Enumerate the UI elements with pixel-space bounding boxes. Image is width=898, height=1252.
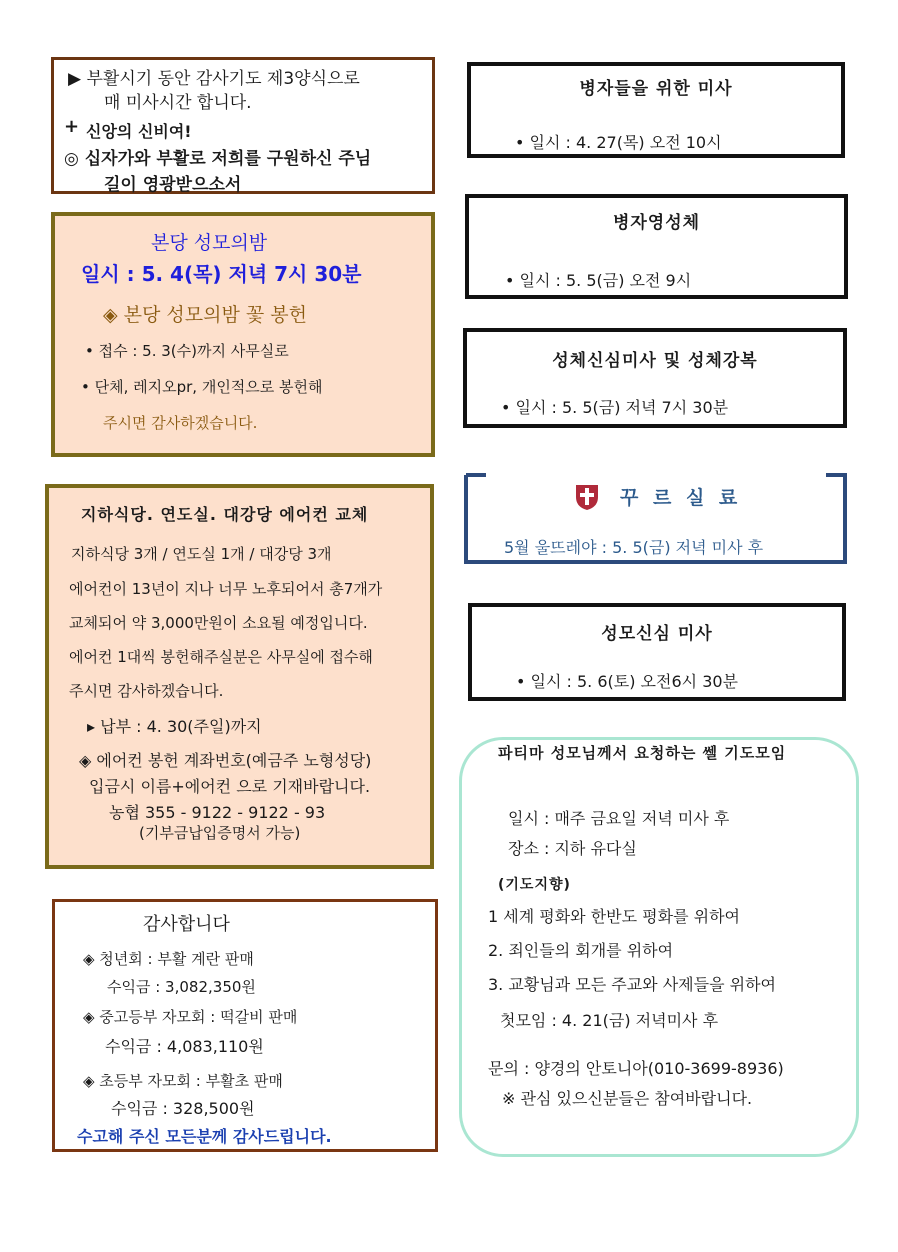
mary-night-title: 본당 성모의밤 <box>151 232 268 254</box>
thanks-box <box>52 899 438 1152</box>
corpus-mass-title: 성체신심미사 및 성체강복 <box>552 351 758 371</box>
corpus-mass-when: • 일시 : 5. 5(금) 저녁 7시 30분 <box>501 398 729 417</box>
sick-mass-box <box>467 62 845 158</box>
fatima-prayer-box <box>459 737 859 1157</box>
thanks-group-1-value: 수익금 : 3,082,350원 <box>107 978 256 996</box>
mary-night-item-1: • 접수 : 5. 3(수)까지 사무실로 <box>85 342 289 360</box>
aircon-account-2: 입금시 이름+에어컨 으로 기재바랍니다. <box>89 777 371 796</box>
sick-mass-title: 병자들을 위한 미사 <box>579 79 733 99</box>
fatima-when: 일시 : 매주 금요일 저녁 미사 후 <box>508 809 730 828</box>
aircon-p3: 교체되어 약 3,000만원이 소요될 예정입니다. <box>69 614 368 632</box>
sick-communion-box <box>465 194 848 299</box>
sick-mass-when: • 일시 : 4. 27(목) 오전 10시 <box>515 133 722 152</box>
fatima-intent-3: 3. 교황님과 모든 주교와 사제들을 위하여 <box>488 975 776 994</box>
sick-communion-when: • 일시 : 5. 5(금) 오전 9시 <box>505 271 692 290</box>
fatima-intent-2: 2. 죄인들의 회개를 위하여 <box>488 941 674 960</box>
easter-line-3b: 길이 영광받으소서 <box>104 175 242 195</box>
mary-mass-box <box>468 603 846 701</box>
cursillo-title: 꾸 르 실 료 <box>620 487 742 509</box>
easter-line-1b: 매 미사시간 합니다. <box>104 93 252 113</box>
thanks-group-2-value: 수익금 : 4,083,110원 <box>105 1037 264 1056</box>
cursillo-emblem-icon <box>574 483 600 511</box>
aircon-p4: 에어컨 1대씩 봉헌해주실분은 사무실에 접수해 <box>69 648 373 666</box>
easter-line-1: ▶ 부활시기 동안 감사기도 제3양식으로 <box>68 69 360 89</box>
aircon-receipt: (기부금납입증명서 가능) <box>139 824 301 842</box>
fatima-first-meeting: 첫모임 : 4. 21(금) 저녁미사 후 <box>500 1011 719 1030</box>
mary-night-flower: ◈ 본당 성모의밤 꽃 봉헌 <box>103 304 307 326</box>
mary-mass-when: • 일시 : 5. 6(토) 오전6시 30분 <box>516 672 739 691</box>
aircon-p5: 주시면 감사하겠습니다. <box>69 682 224 700</box>
easter-line-2: 신앙의 신비여! <box>86 122 192 141</box>
cursillo-box <box>464 473 847 564</box>
aircon-title: 지하식당. 연도실. 대강당 에어컨 교체 <box>81 505 369 524</box>
aircon-account: ◈ 에어컨 봉헌 계좌번호(예금주 노형성당) <box>79 751 372 770</box>
mary-mass-title: 성모신심 미사 <box>601 624 713 644</box>
fatima-intent-1: 1 세계 평화와 한반도 평화를 위하여 <box>488 907 740 926</box>
thanks-group-3-value: 수익금 : 328,500원 <box>111 1099 255 1118</box>
fatima-title: 파티마 성모님께서 요청하는 쎌 기도모임 <box>498 744 787 762</box>
aircon-due: ▸ 납부 : 4. 30(주일)까지 <box>87 717 262 736</box>
sick-communion-title: 병자영성체 <box>612 213 701 233</box>
aircon-bank: 농협 355 - 9122 - 9122 - 93 <box>109 803 326 822</box>
mary-night-item-2b: 주시면 감사하겠습니다. <box>103 414 258 432</box>
mary-night-datetime: 일시 : 5. 4(목) 저녁 7시 30분 <box>81 262 362 286</box>
fatima-intent-heading: (기도지향) <box>498 877 571 893</box>
fatima-contact: 문의 : 양경의 안토니아(010-3699-8936) <box>488 1059 784 1078</box>
cursillo-when: 5월 울뜨레야 : 5. 5(금) 저녁 미사 후 <box>504 538 764 557</box>
thanks-group-3: ◈ 초등부 자모회 : 부활초 판매 <box>83 1072 283 1090</box>
aircon-p1: 지하식당 3개 / 연도실 1개 / 대강당 3개 <box>71 545 332 563</box>
thanks-footer: 수고해 주신 모든분께 감사드립니다. <box>77 1127 332 1146</box>
easter-line-3: ◎ 십자가와 부활로 저희를 구원하신 주님 <box>64 149 372 169</box>
thanks-group-1: ◈ 청년회 : 부활 계란 판매 <box>83 950 254 968</box>
easter-prayer-box <box>51 57 435 194</box>
fatima-where: 장소 : 지하 유다실 <box>508 839 637 858</box>
aircon-box <box>45 484 434 869</box>
mary-night-box <box>51 212 435 457</box>
thanks-group-2: ◈ 중고등부 자모회 : 떡갈비 판매 <box>83 1008 298 1026</box>
thanks-title: 감사합니다 <box>143 914 230 935</box>
mary-night-item-2: • 단체, 레지오pr, 개인적으로 봉헌해 <box>81 378 323 396</box>
cross-icon: + <box>64 116 80 137</box>
corpus-mass-box <box>463 328 847 428</box>
aircon-p2: 에어컨이 13년이 지나 너무 노후되어서 총7개가 <box>69 580 383 598</box>
fatima-note: ※ 관심 있으신분들은 참여바랍니다. <box>502 1089 753 1108</box>
